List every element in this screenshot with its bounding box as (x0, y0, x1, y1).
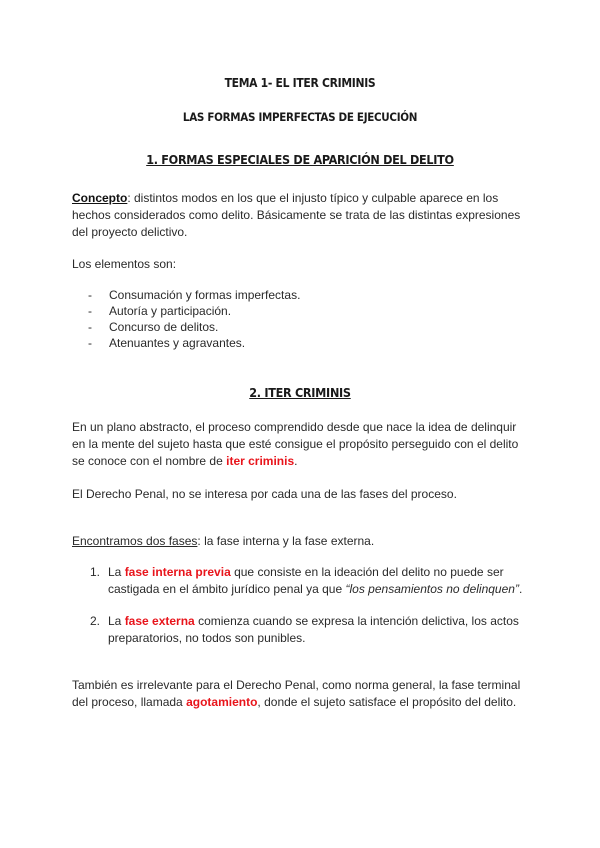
item-mid: comienza cuando se expresa la intención delictiva, los actos preparatorios, no todos son punibles. (108, 614, 519, 645)
iter-criminis-paragraph (72, 419, 532, 470)
list-item-text: Consumación y formas imperfectas. (109, 288, 301, 302)
fase-externa-highlight: fase externa (124, 614, 195, 628)
fases-text: : la fase interna y la fase externa. (197, 534, 375, 548)
section-2-heading: 2. ITER CRIMINIS (249, 385, 351, 400)
fase-interna-highlight: fase interna previa (124, 565, 231, 579)
list-item (88, 287, 488, 303)
item-text (108, 564, 540, 598)
fases-paragraph (72, 533, 532, 550)
tambien-text: También es irrelevante para el Derecho Penal, como norma general, la fase terminal del proceso, llamada (72, 678, 521, 709)
document-title: TEMA 1- EL ITER CRIMINIS (224, 76, 376, 90)
list-item (88, 335, 488, 351)
concepto-paragraph (72, 190, 532, 241)
numbered-item-2 (90, 613, 540, 647)
list-item-text: Concurso de delitos. (109, 320, 219, 334)
concepto-label: Concepto (72, 191, 128, 205)
item-number: 1. (90, 565, 101, 579)
derecho-penal-paragraph: El Derecho Penal, no se interesa por cada una de las fases del proceso. (72, 487, 457, 501)
numbered-item-1 (90, 564, 540, 598)
agotamiento-highlight: agotamiento (186, 695, 258, 709)
bullet-marker: - (88, 320, 92, 334)
tambien-end: , donde el sujeto satisface el propósito del delito. (257, 695, 517, 709)
elementos-list (88, 287, 488, 351)
item-mid: que consiste en la ideación del delito no puede ser castigada en el ámbito jurídico penal ya que (108, 565, 504, 596)
item-quote: “los pensamientos no delinquen” (345, 582, 519, 596)
plano-text: En un plano abstracto, el proceso comprendido desde que nace la idea de delinquir en la mente del sujeto hasta que esté consigue el propósito perseguido con el delito se conoce con el nombre de (72, 420, 519, 468)
elementos-intro: Los elementos son: (72, 257, 177, 271)
item-pre: La (108, 614, 125, 628)
item-post: . (518, 582, 523, 596)
document-subtitle: LAS FORMAS IMPERFECTAS DE EJECUCIÓN (182, 110, 418, 124)
iter-criminis-highlight: iter criminis (226, 454, 295, 468)
bullet-marker: - (88, 288, 92, 302)
item-text (108, 613, 540, 647)
section-1-heading: 1. FORMAS ESPECIALES DE APARICIÓN DEL DELITO (146, 152, 454, 167)
agotamiento-paragraph (72, 677, 532, 711)
list-item-text: Autoría y participación. (109, 304, 232, 318)
bullet-marker: - (88, 336, 92, 350)
list-item-text: Atenuantes y agravantes. (109, 336, 246, 350)
plano-end: . (294, 454, 298, 468)
list-item (88, 303, 488, 319)
item-pre: La (108, 565, 125, 579)
bullet-marker: - (88, 304, 92, 318)
concepto-text: : distintos modos en los que el injusto típico y culpable aparece en los hechos considerados como delito. Básicamente se trata de las distintas expresiones del proyecto delictivo. (72, 191, 521, 239)
list-item (88, 319, 488, 335)
fases-label: Encontramos dos fases (72, 534, 198, 548)
item-number: 2. (90, 614, 101, 628)
